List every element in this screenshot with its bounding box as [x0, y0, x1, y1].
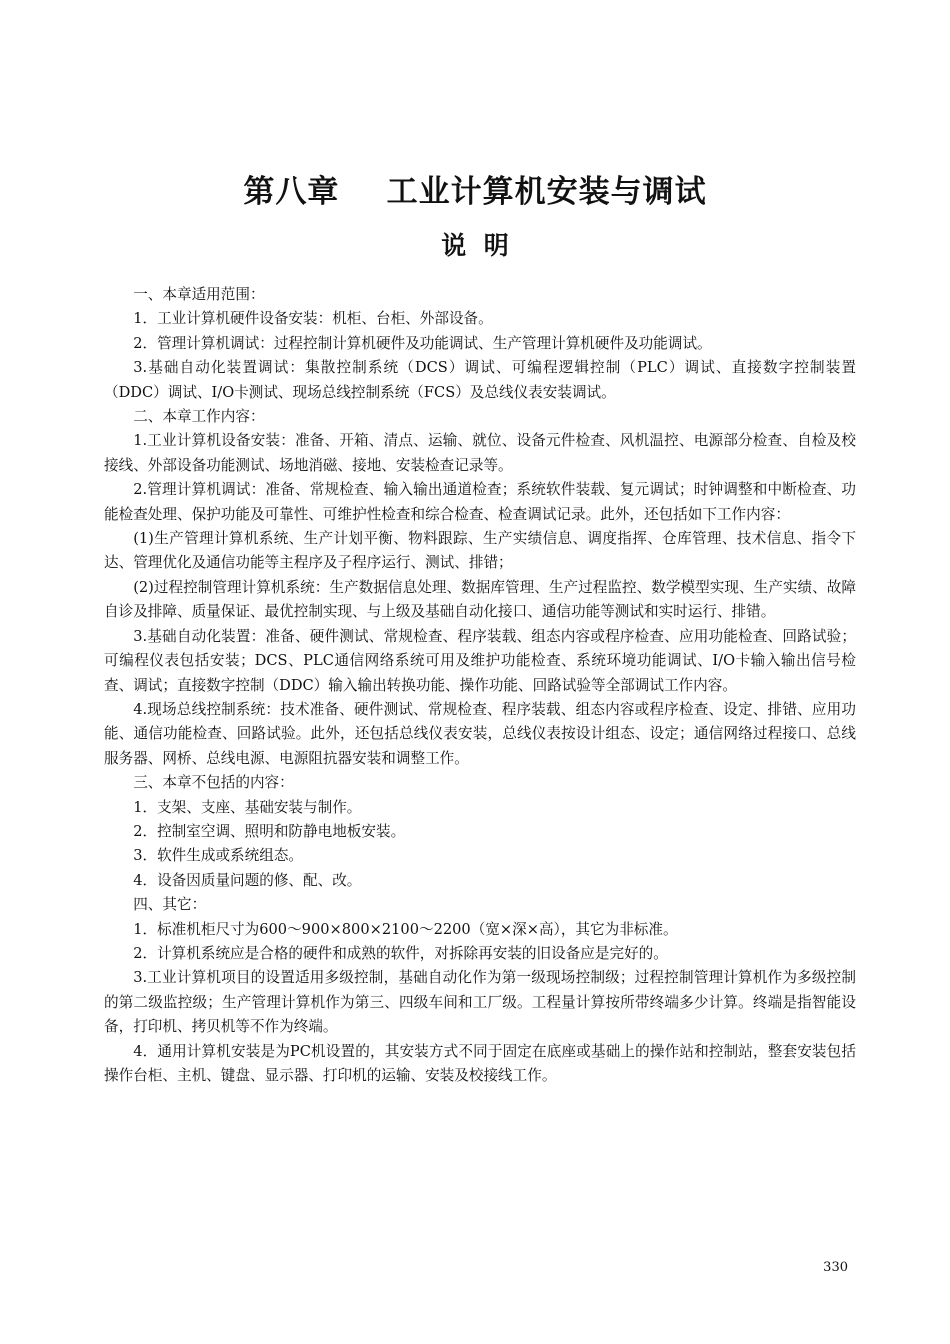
paragraph: 2．管理计算机调试：过程控制计算机硬件及功能调试、生产管理计算机硬件及功能调试。 [133, 334, 712, 352]
page-number: 330 [823, 1260, 848, 1275]
heading-work-content: 二、本章工作内容： [133, 408, 265, 426]
paragraph: 3.基础自动化装置调试：集散控制系统（DCS）调试、可编程逻辑控制（PLC）调试、直接数字控制装置（DDC）调试、I/O卡测试、现场总线控制系统（FCS）及总线仪表安装调试。 [104, 359, 856, 401]
document-body [104, 283, 856, 1088]
paragraph: 4.现场总线控制系统：技术准备、硬件测试、常规检查、程序装载、组态内容或程序检查、设定、排错、应用功能、通信功能检查、回路试验。此外，还包括总线仪表安装，总线仪表按设计组态、设定；通信网络过程接口、总线服务器、网桥、总线电源、电源阻抗器安装和调整工作。 [104, 700, 856, 767]
paragraph: 3.基础自动化装置：准备、硬件测试、常规检查、程序装载、组态内容或程序检查、应用功能检查、回路试验；可编程仪表包括安装；DCS、PLC通信网络系统可用及维护功能检查、系统环境功能调试、I/O卡输入输出信号检查、调试；直接数字控制（DDC）输入输出转换功能、操作功能、回路试验等全部调试工作内容。 [104, 627, 856, 694]
heading-exclusions: 三、本章不包括的内容： [133, 774, 294, 792]
paragraph: 4．通用计算机安装是为PC机设置的，其安装方式不同于固定在底座或基础上的操作站和控制站，整套安装包括操作台柜、主机、键盘、显示器、打印机的运输、安装及校接线工作。 [104, 1042, 856, 1084]
section-title: 说 明 [441, 231, 509, 260]
paragraph: (2)过程控制管理计算机系统：生产数据信息处理、数据库管理、生产过程监控、数学模型实现、生产实绩、故障自诊及排障、质量保证、最优控制实现、与上级及基础自动化接口、通信功能等测试和实时运行、排错。 [104, 578, 856, 621]
paragraph: 1．支架、支座、基础安装与制作。 [133, 798, 362, 816]
paragraph: 3．软件生成或系统组态。 [133, 847, 304, 865]
paragraph: 2．计算机系统应是合格的硬件和成熟的软件，对拆除再安装的旧设备应是完好的。 [133, 944, 668, 962]
paragraph: 3.工业计算机项目的设置适用多级控制，基础自动化作为第一级现场控制级；过程控制管理计算机作为多级控制的第二级监控级；生产管理计算机作为第三、四级车间和工厂级。工程量计算按所带终端多少计算。终端是指智能设备，打印机、拷贝机等不作为终端。 [104, 969, 856, 1036]
paragraph: 4．设备因质量问题的修、配、改。 [133, 871, 362, 889]
heading-other: 四、其它： [133, 896, 207, 914]
paragraph: (1)生产管理计算机系统、生产计划平衡、物料跟踪、生产实绩信息、调度指挥、仓库管理、技术信息、指令下达、管理优化及通信功能等主程序及子程序运行、测试、排错； [104, 530, 856, 572]
paragraph: 1.工业计算机设备安装：准备、开箱、清点、运输、就位、设备元件检查、风机温控、电源部分检查、自检及校接线、外部设备功能测试、场地消磁、接地、安装检查记录等。 [104, 432, 856, 474]
heading-scope: 一、本章适用范围： [133, 286, 265, 303]
chapter-title: 第八章 工业计算机安装与调试 [243, 174, 707, 210]
paragraph: 1．工业计算机硬件设备安装：机柜、台柜、外部设备。 [133, 310, 493, 328]
paragraph: 2.管理计算机调试：准备、常规检查、输入输出通道检查；系统软件装载、复元调试；时钟调整和中断检查、功能检查处理、保护功能及可靠性、可维护性检查和综合检查、检查调试记录。此外，还包括如下工作内容： [104, 481, 856, 523]
paragraph: 2．控制室空调、照明和防静电地板安装。 [133, 822, 406, 840]
paragraph: 1．标准机柜尺寸为600～900×800×2100～2200（宽×深×高），其它为非标准。 [133, 920, 678, 938]
